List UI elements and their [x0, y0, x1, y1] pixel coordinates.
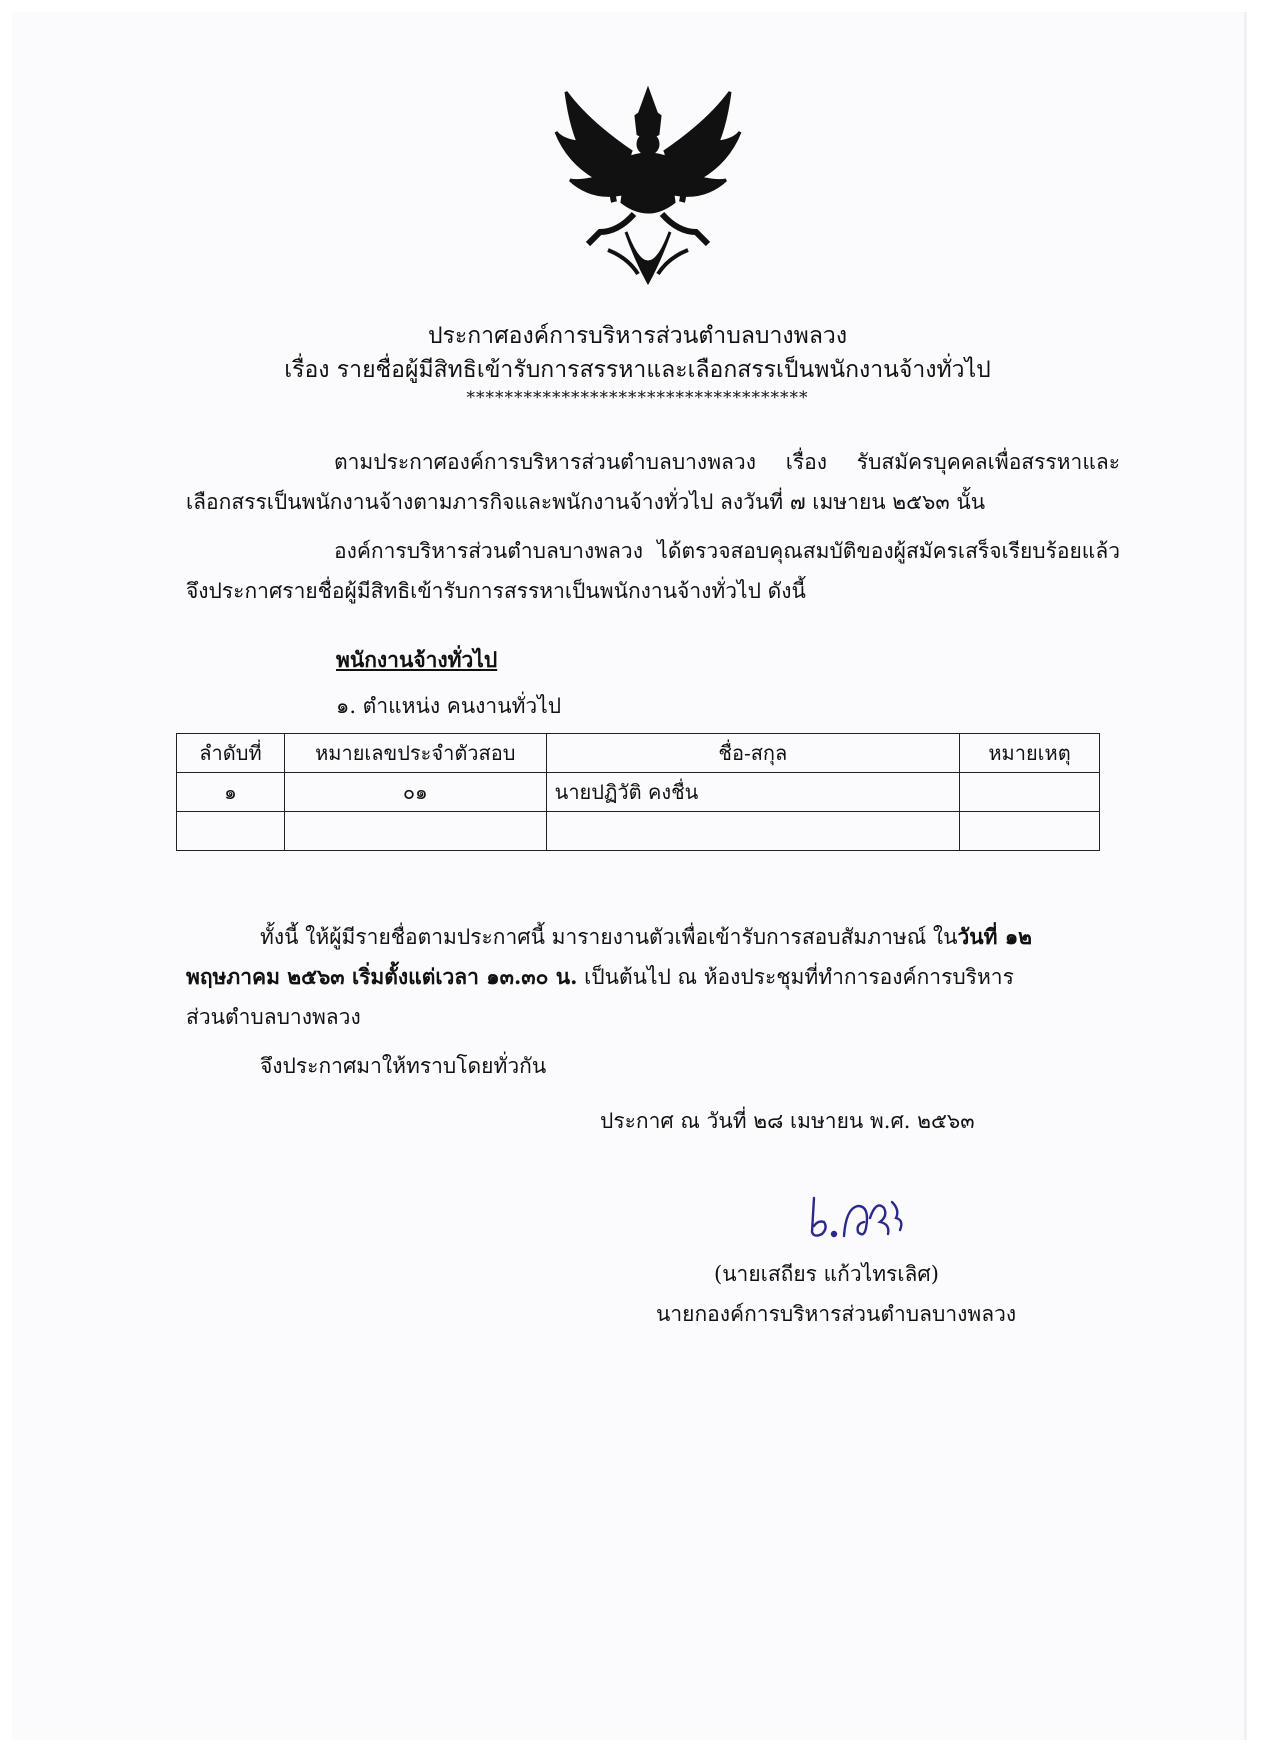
cell-full-name: นายปฏิวัติ คงชื่น: [546, 773, 959, 812]
announcement-date: ประกาศ ณ วันที่ ๒๘ เมษายน พ.ศ. ๒๕๖๓: [600, 1109, 975, 1133]
cell-exam-number: [284, 812, 546, 851]
cell-exam-number: ๐๑: [284, 773, 546, 812]
position-line: ๑. ตำแหน่ง คนงานทั่วไป: [336, 694, 562, 718]
cell-full-name: [546, 812, 959, 851]
garuda-emblem-icon: [548, 82, 748, 292]
closing-statement: จึงประกาศมาให้ทราบโดยทั่วกัน: [260, 1054, 547, 1078]
signatory-name: (นายเสถียร แก้วไทรเลิศ): [714, 1262, 939, 1286]
paragraph-2-line-2: จึงประกาศรายชื่อผู้มีสิทธิเข้ารับการสรรหาเป็นพนักงานจ้างทั่วไป ดังนี้: [186, 579, 806, 603]
header-order: ลำดับที่: [177, 734, 285, 773]
announcement-title: ประกาศองค์การบริหารส่วนตำบลบางพลวง: [427, 323, 848, 349]
table-header-row: [177, 734, 1100, 773]
handwritten-signature-icon: [800, 1188, 910, 1248]
interview-day: วันที่ ๑๒: [957, 924, 1032, 949]
paragraph-1-line-1: ตามประกาศองค์การบริหารส่วนตำบลบางพลวง เรื่อง รับสมัครบุคคลเพื่อสรรหาและ: [334, 450, 1120, 474]
table-row: [177, 773, 1100, 812]
applicants-table: [176, 733, 1100, 851]
header-remark: หมายเหตุ: [960, 734, 1100, 773]
paragraph-3-line-1-text: ทั้งนี้ ให้ผู้มีรายชื่อตามประกาศนี้ มารายงานตัวเพื่อเข้ารับการสอบสัมภาษณ์ ใน: [260, 925, 958, 949]
cell-remark: [960, 773, 1100, 812]
section-heading: พนักงานจ้างทั่วไป: [336, 647, 498, 672]
paragraph-3-line-3: ส่วนตำบลบางพลวง: [186, 1005, 361, 1029]
title-divider: ************************************: [466, 388, 809, 408]
signatory-position: นายกองค์การบริหารส่วนตำบลบางพลวง: [656, 1302, 1017, 1326]
interview-date-time: พฤษภาคม ๒๕๖๓ เริ่มตั้งแต่เวลา ๑๓.๓๐ น.: [186, 964, 578, 989]
cell-order: [177, 812, 285, 851]
header-exam-number: หมายเลขประจำตัวสอบ: [284, 734, 546, 773]
header-full-name: ชื่อ-สกุล: [546, 734, 959, 773]
table-row: [177, 812, 1100, 851]
paragraph-3-line-2: [186, 957, 1014, 997]
cell-order: ๑: [177, 773, 285, 812]
paragraph-2-line-1: องค์การบริหารส่วนตำบลบางพลวง ได้ตรวจสอบคุณสมบัติของผู้สมัครเสร็จเรียบร้อยแล้ว: [334, 539, 1120, 563]
interview-location: เป็นต้นไป ณ ห้องประชุมที่ทำการองค์การบริหาร: [577, 965, 1014, 989]
announcement-subject: เรื่อง รายชื่อผู้มีสิทธิเข้ารับการสรรหาและเลือกสรรเป็นพนักงานจ้างทั่วไป: [284, 357, 991, 383]
paragraph-1-line-2: เลือกสรรเป็นพนักงานจ้างตามภารกิจและพนักงานจ้างทั่วไป ลงวันที่ ๗ เมษายน ๒๕๖๓ นั้น: [186, 490, 986, 514]
cell-remark: [960, 812, 1100, 851]
paragraph-3-line-1: [260, 917, 1120, 957]
